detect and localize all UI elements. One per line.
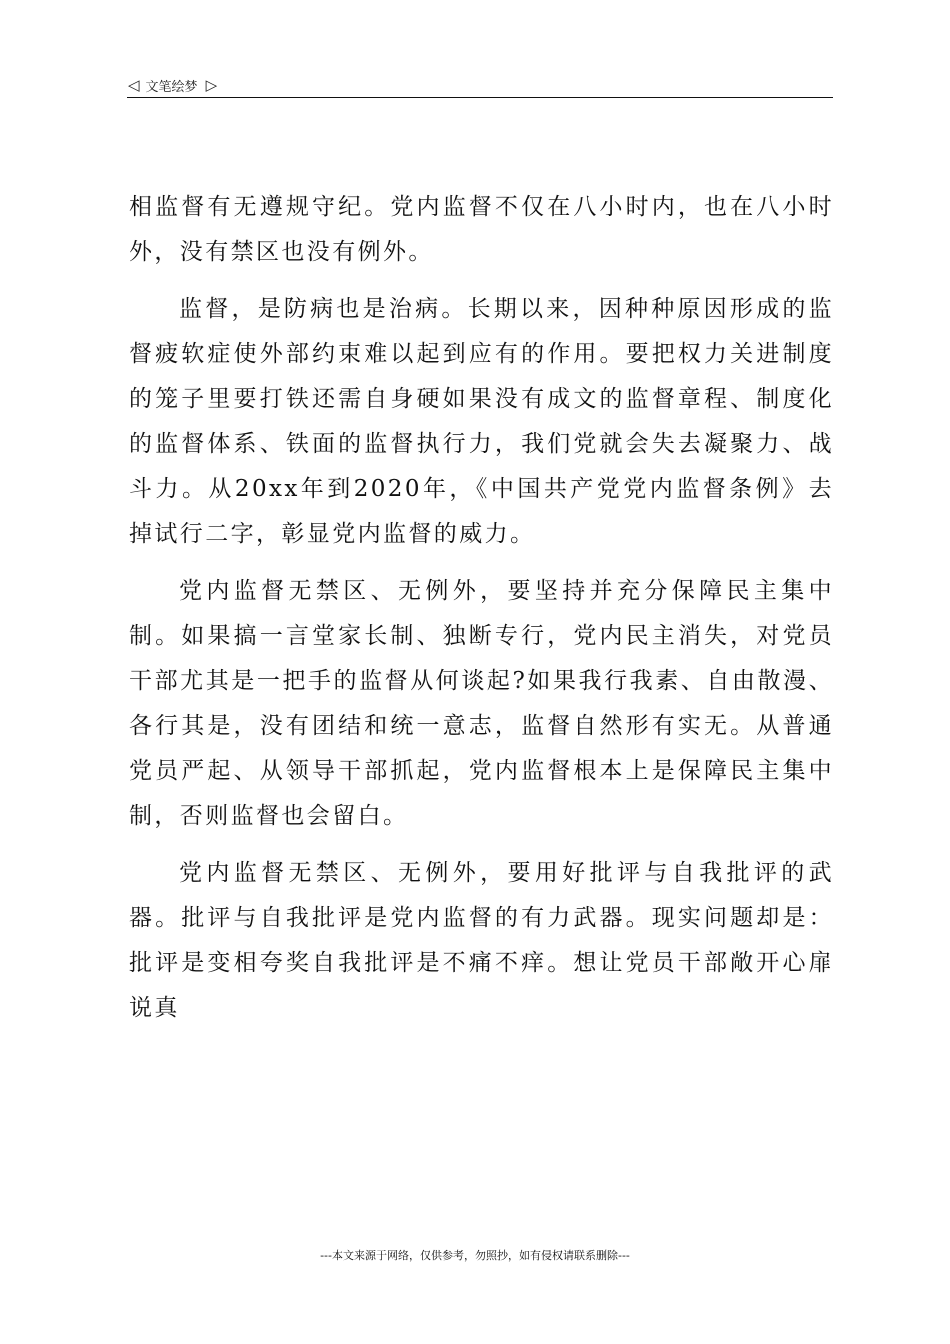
header-title: 文笔绘梦: [145, 79, 198, 95]
paragraph: 党内监督无禁区、无例外，要用好批评与自我批评的武器。批评与自我批评是党内监督的有力武器。现实问题却是：批评是变相夸奖自我批评是不痛不痒。想让党员干部敞开心扉说真: [129, 860, 834, 1021]
paragraph-continuation: 相监督有无遵规守纪。党内监督不仅在八小时内，也在八小时外，没有禁区也没有例外。: [129, 194, 834, 265]
footer-disclaimer: ---本文来源于网络，仅供参考，勿照抄，如有侵权请联系删除---: [320, 1249, 630, 1262]
left-triangle-icon: ◁: [128, 75, 140, 94]
paragraph: 监督，是防病也是治病。长期以来，因种种原因形成的监督疲软症使外部约束难以起到应有的作用。要把权力关进制度的笼子里要打铁还需自身硬如果没有成文的监督章程、制度化的监督体系、铁面的监督执行力，我们党就会失去凝聚力、战斗力。从20xx年到2020年，《中国共产党党内监督条例》去掉试行二字，彰显党内监督的威力。: [129, 296, 834, 547]
right-triangle-icon: ▷: [205, 75, 218, 94]
page-header: [128, 74, 832, 96]
paragraph: 党内监督无禁区、无例外，要坚持并充分保障民主集中制。如果搞一言堂家长制、独断专行，党内民主消失，对党员干部尤其是一把手的监督从何谈起?如果我行我素、自由散漫、各行其是，没有团结和统一意志，监督自然形有实无。从普通党员严起、从领导干部抓起，党内监督根本上是保障民主集中制，否则监督也会留白。: [129, 578, 834, 829]
document-body: [129, 185, 834, 1043]
header-divider: [127, 97, 833, 98]
